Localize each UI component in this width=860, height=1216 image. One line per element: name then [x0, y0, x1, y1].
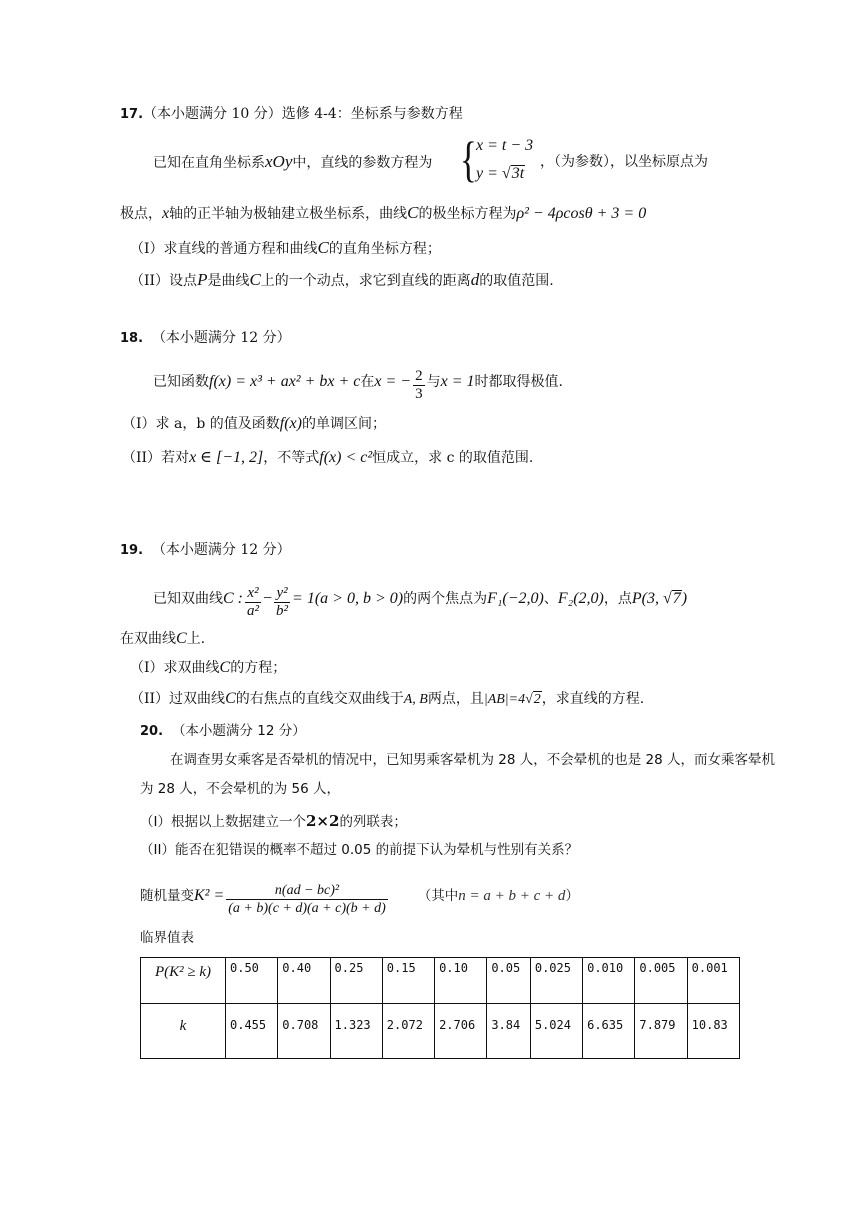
q19-AB: A, B — [403, 692, 428, 707]
q19-Pb: 7 — [672, 590, 681, 607]
q19-fx-den: a² — [247, 603, 259, 619]
q17-l2c: 的极坐标方程为 — [418, 206, 517, 222]
q20-k-den: (a + b)(c + d)(a + c)(b + d) — [228, 901, 386, 916]
q19-p2d: ，求直线的方程. — [541, 691, 645, 707]
q18-inequality: f(x) < c² — [319, 449, 373, 466]
q18-header-text: （本小题满分 12 分） — [151, 330, 291, 346]
p-value: 0.001 — [687, 958, 739, 1004]
p-value: 0.05 — [487, 958, 531, 1004]
table-row-p — [141, 958, 740, 1004]
q20-line2: 为 28 人，不会晕机的为 56 人， — [140, 781, 341, 797]
q17-eq1: x = t − 3 — [476, 137, 534, 154]
q20-kc: ） — [565, 888, 579, 904]
q17-p1a: （I）求直线的普通方程和曲线 — [130, 241, 318, 257]
q17-p2b: 是曲线 — [207, 273, 250, 289]
q18-p2c: 恒成立，求 c 的取值范围. — [372, 450, 534, 466]
q17-p2C: C — [249, 270, 261, 289]
q17-p2d: d — [470, 270, 480, 289]
p-value: 0.50 — [226, 958, 278, 1004]
q18-part2 — [122, 448, 533, 468]
q17-part2 — [130, 270, 554, 291]
q19-l1c: ，点 — [603, 591, 632, 607]
p-value: 0.25 — [330, 958, 382, 1004]
q17-line2 — [120, 203, 646, 224]
q18-p2a: （II）若对 — [122, 450, 190, 466]
q17-l2C: C — [407, 203, 419, 222]
q19-condition: = 1(a > 0, b > 0) — [292, 590, 404, 607]
q17-l2x: x — [162, 205, 170, 222]
q20-kb: （其中 — [417, 888, 459, 904]
q18-function: f(x) = x³ + ax² + bx + c — [209, 373, 361, 390]
q18-l1a: 已知函数 — [153, 374, 209, 390]
q19-focus1: F₁(−2,0) — [487, 590, 544, 607]
q19-l2C: C — [176, 630, 187, 647]
q20-part1 — [140, 811, 407, 832]
q17-param-system — [460, 131, 540, 192]
q20-k-frac — [226, 882, 388, 917]
k-value: 2.072 — [382, 1004, 434, 1059]
q19-Pa: P(3, — [631, 590, 663, 607]
q20-ka: 随机量变 — [140, 888, 194, 904]
q19-point-P: P(3, √7) — [631, 590, 688, 607]
q19-fy-den: b² — [276, 603, 289, 619]
q17-header-text: （本小题满分 10 分）选修 4-4：坐标系与参数方程 — [143, 106, 463, 122]
q18-header — [120, 328, 291, 349]
q18-l1d: 时都取得极值. — [474, 374, 563, 390]
q17-header — [120, 104, 463, 125]
q17-p1b: 的直角坐标方程； — [328, 241, 441, 257]
p-value: 0.15 — [382, 958, 434, 1004]
q18-frac-num: 2 — [415, 368, 423, 384]
q19-header — [120, 540, 291, 561]
k-value: 5.024 — [530, 1004, 582, 1059]
q19-p2c: 两点，且 — [427, 691, 484, 707]
q18-l1c: 与 — [426, 374, 441, 390]
q20-header-text: （本小题满分 12 分） — [171, 723, 306, 739]
q19-l2a: 在双曲线 — [120, 631, 176, 647]
q17-part1 — [130, 238, 441, 259]
q20-table-title: 临界值表 — [140, 930, 194, 946]
q18-p1b: 的单调区间； — [301, 416, 386, 432]
k-value: 1.323 — [330, 1004, 382, 1059]
q17-p2a: （II）设点 — [130, 273, 198, 289]
q18-p2b: ，不等式 — [263, 450, 320, 466]
row2-label: k — [141, 1004, 226, 1059]
q20-2x2: 2×2 — [305, 812, 340, 830]
q19-line2 — [120, 629, 205, 649]
q19-l1b: 的两个焦点为 — [403, 591, 488, 607]
q18-number: 18. — [120, 331, 144, 346]
q20-kn: n = a + b + c + d — [458, 888, 566, 904]
q18-l1b: 在 — [360, 374, 375, 390]
p-value: 0.005 — [635, 958, 687, 1004]
q18-line1 — [153, 368, 563, 403]
q18-frac-den: 3 — [415, 386, 423, 402]
q19-header-text: （本小题满分 12 分） — [151, 542, 291, 558]
q20-line1: 在调查男女乘客是否晕机的情况中，已知男乘客晕机为 28 人，不会晕机的也是 28 人，而女乘客晕机 — [170, 752, 776, 768]
q20-ksym: K² = — [194, 887, 225, 904]
q17-l1b: 中，直线的参数方程为 — [292, 155, 433, 171]
q17-p2P: P — [197, 270, 208, 289]
q17-p1C: C — [317, 238, 329, 257]
p-value: 0.010 — [583, 958, 635, 1004]
q19-number: 19. — [120, 543, 144, 558]
q19-fx-num: x² — [247, 585, 259, 601]
table-row-k — [141, 1004, 740, 1059]
q19-Pc: ) — [681, 590, 688, 607]
q19-p1a: （I）求双曲线 — [130, 660, 220, 676]
q20-header — [140, 721, 306, 742]
k-value: 6.635 — [583, 1004, 635, 1059]
p-value: 0.025 — [530, 958, 582, 1004]
k-value: 2.706 — [435, 1004, 487, 1059]
critical-value-table — [140, 957, 740, 1059]
q18-x1: x = 1 — [440, 373, 475, 390]
p-value: 0.40 — [278, 958, 330, 1004]
q20-p1a: （I）根据以上数据建立一个 — [140, 814, 306, 830]
q19-p2C: C — [225, 690, 236, 707]
q19-abs: |AB|=4√2 — [483, 692, 541, 707]
q17-l1a: 已知在直角坐标系 — [153, 155, 265, 171]
q17-l2b: 轴的正半轴为极轴建立极坐标系，曲线 — [169, 206, 408, 222]
q17-p2e: 的取值范围. — [479, 273, 554, 289]
q19-p1C: C — [219, 659, 231, 676]
q20-part2: （II）能否在犯错误的概率不超过 0.05 的前提下认为晕机与性别有关系？ — [140, 842, 579, 858]
q18-part1 — [122, 414, 386, 434]
q20-k-num: n(ad − bc)² — [274, 883, 340, 898]
q18-p1f: f(x) — [279, 415, 302, 432]
q20-p1b: 的列联表； — [339, 814, 407, 830]
q18-fraction — [413, 368, 425, 403]
q19-fy-num: y² — [276, 585, 288, 601]
row1-label: P(K² ≥ k) — [141, 958, 226, 1004]
k-value: 10.83 — [687, 1004, 739, 1059]
q19-l1a: 已知双曲线 — [153, 591, 223, 607]
q17-p2c: 上的一个动点，求它到直线的距离 — [260, 273, 471, 289]
k-value: 7.879 — [635, 1004, 687, 1059]
q17-eq2: y = √3t — [476, 165, 525, 182]
q19-p2a: （II）过双曲线 — [130, 691, 226, 707]
q20-k-formula — [140, 882, 579, 917]
q17-l2a: 极点， — [120, 206, 162, 222]
q19-part1 — [130, 658, 286, 678]
k-value: 3.84 — [487, 1004, 531, 1059]
q17-brace: { — [460, 131, 477, 187]
q17-coord-system: xOy — [265, 152, 293, 171]
q17-eq2a: y = — [476, 165, 502, 182]
q17-polar-eq: ρ² − 4ρcosθ + 3 = 0 — [516, 205, 647, 222]
q19-C: C : — [223, 590, 243, 607]
q17-eq2b: 3t — [511, 165, 525, 182]
q18-domain: x ∈ [−1, 2] — [189, 449, 264, 466]
q19-l2b: 上. — [186, 631, 206, 647]
q19-focus2: F₂(2,0) — [557, 590, 604, 607]
q17-number: 17. — [120, 107, 144, 122]
k-value: 0.708 — [278, 1004, 330, 1059]
q17-line1 — [153, 152, 432, 173]
q20-number: 20. — [140, 724, 164, 739]
q19-sep: 、 — [543, 591, 558, 607]
q19-frac-y — [274, 585, 290, 620]
q19-abs-a: |AB|=4 — [483, 692, 526, 707]
q19-part2 — [130, 689, 644, 710]
k-value: 0.455 — [226, 1004, 278, 1059]
q19-p1b: 的方程； — [230, 660, 287, 676]
q19-frac-x — [245, 585, 261, 620]
q19-line1: 已知双曲线C : $\frac{\text{x²}}{\text{a²}}$ − $\frac{\text{y²}}{\text{b²}}$ = 1(a > 0, b > 0)的两个焦点为F₁(−2,0)、F₂(2,0)，点P(3, √7) — [153, 585, 688, 619]
q17-line1-end: ，（为参数），以坐标原点为 — [540, 154, 708, 170]
q18-p1a: （I）求 a，b 的值及函数 — [122, 416, 280, 432]
q19-p2b: 的右焦点的直线交双曲线于 — [235, 691, 404, 707]
q19-abs-r: 2 — [533, 692, 541, 707]
q18-xeq: x = − — [374, 373, 412, 390]
p-value: 0.10 — [435, 958, 487, 1004]
